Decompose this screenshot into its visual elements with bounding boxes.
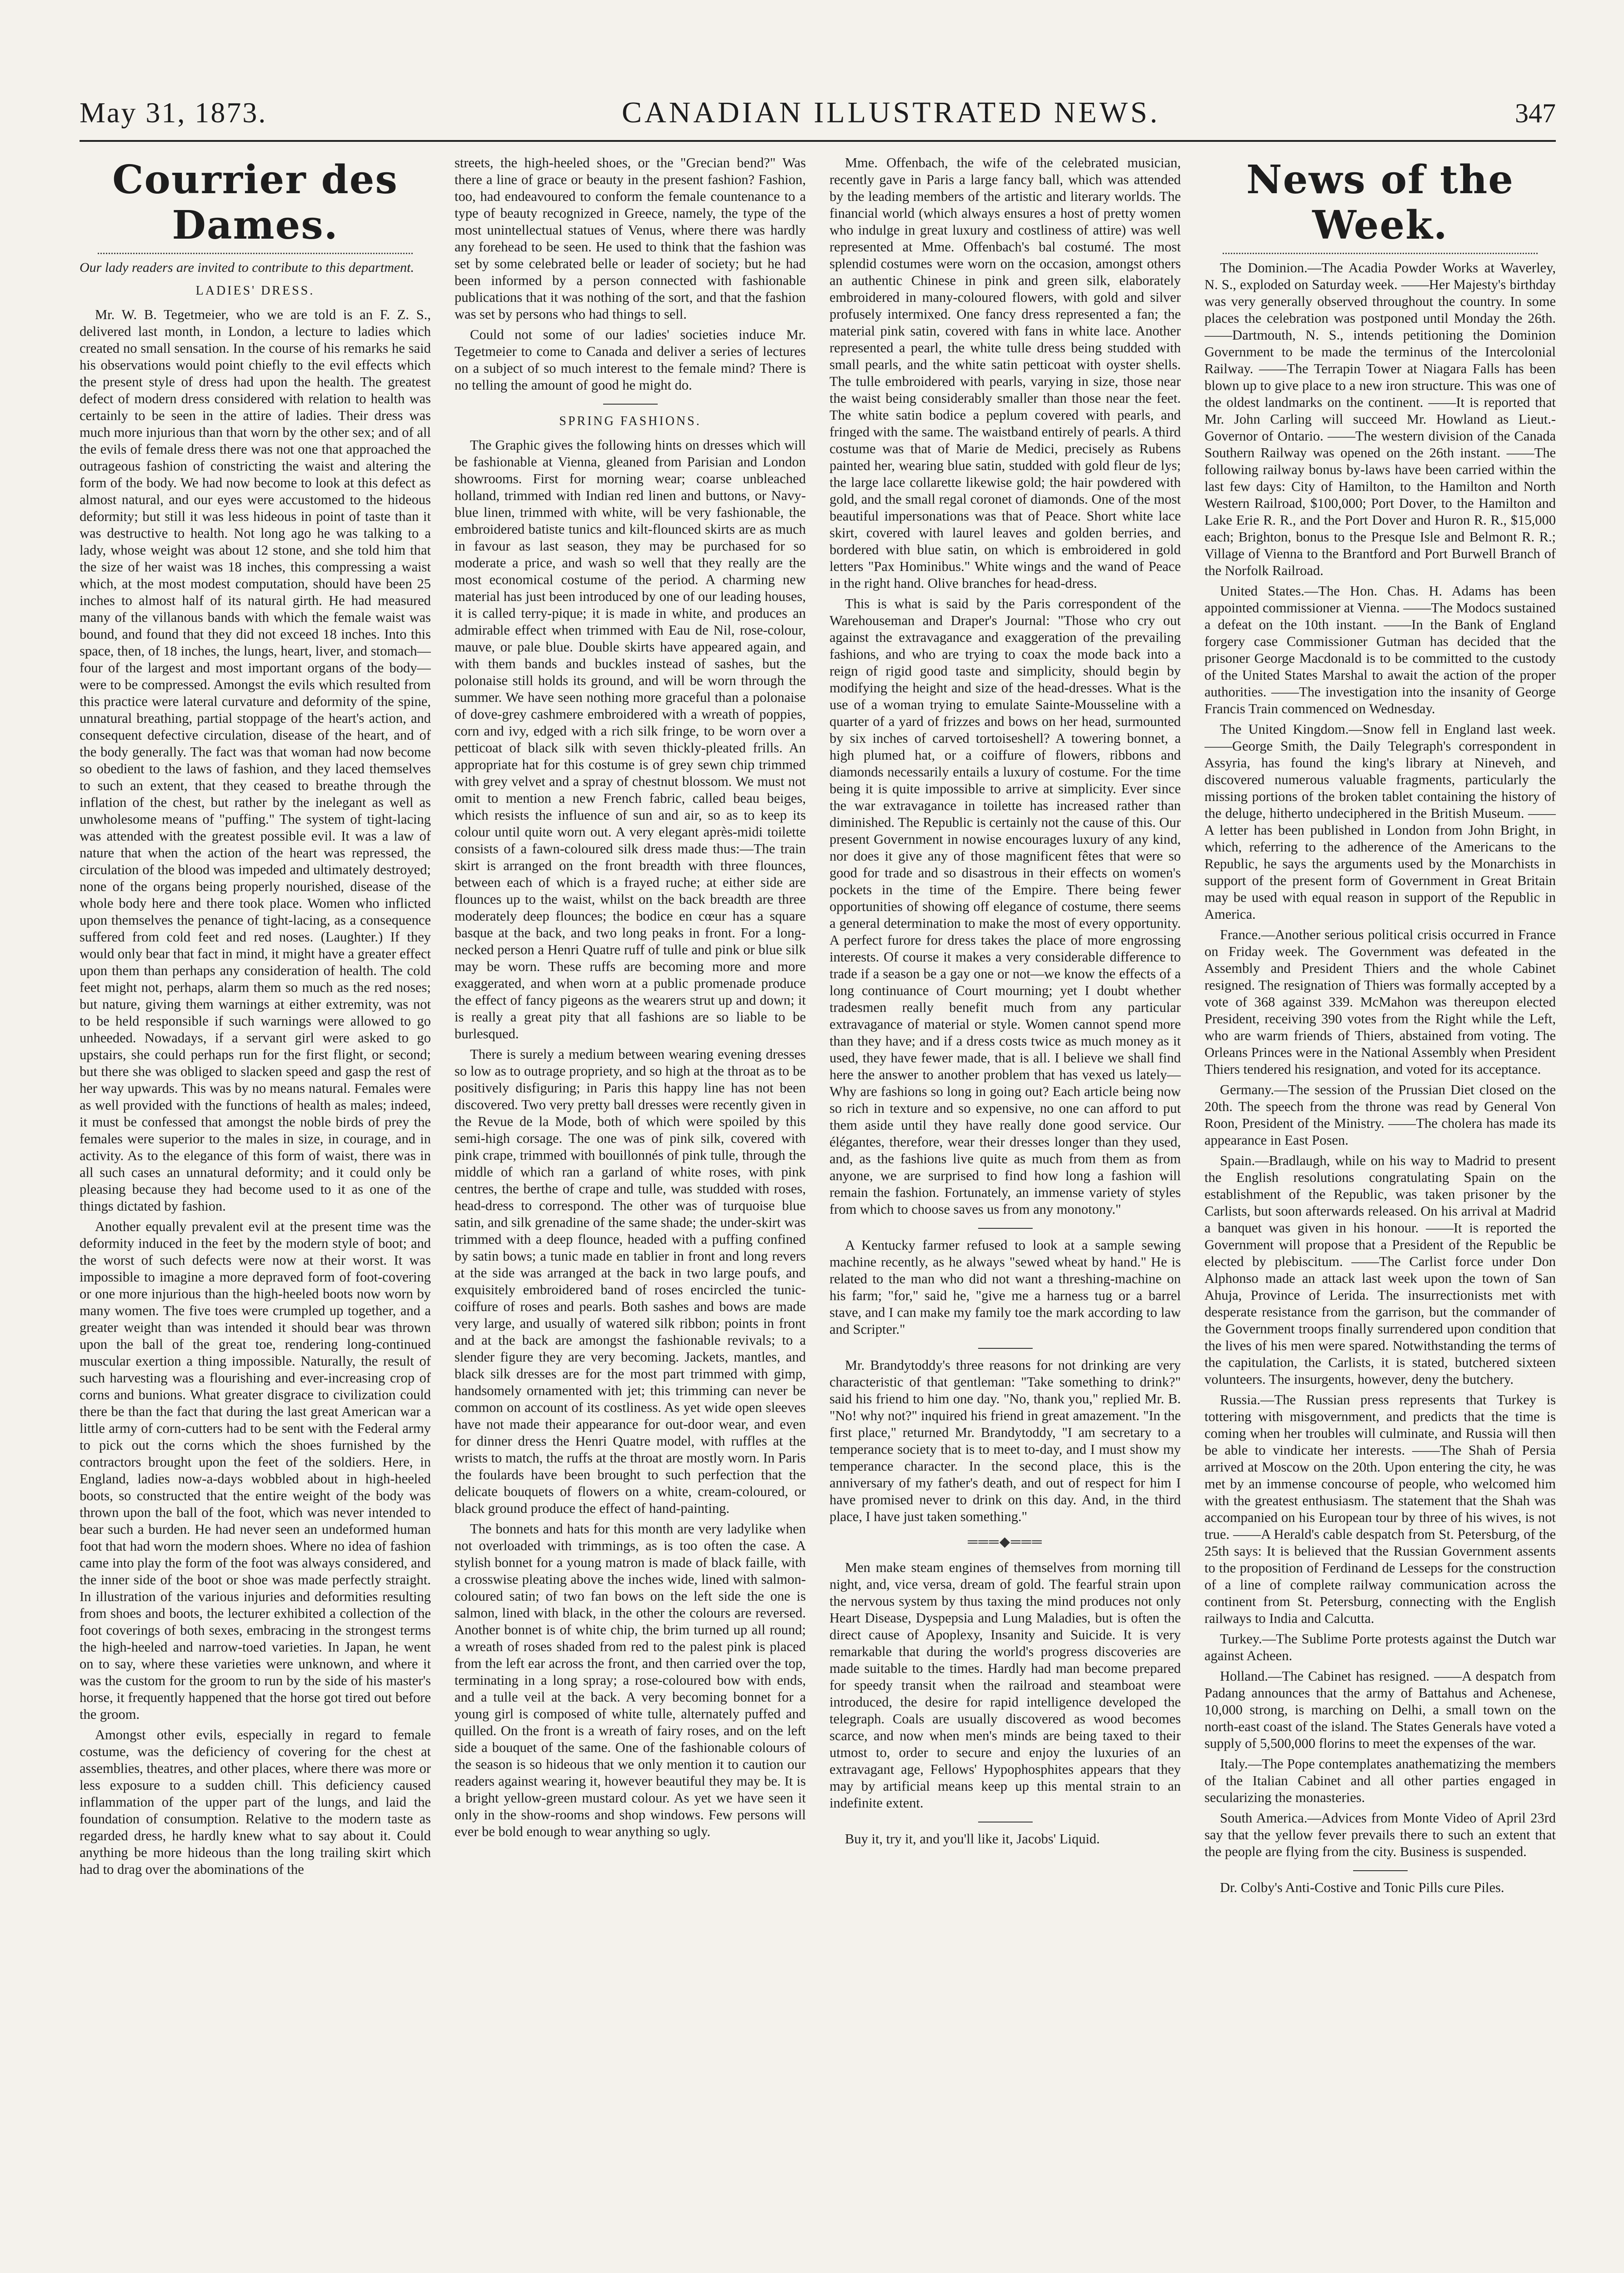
news-paragraph-united-states: United States.—The Hon. Chas. H. Adams has been appointed commissioner at Vienna. ——The Modocs sustained a defeat on the 10th instant. ——In the Bank of England forgery case Commissioner Gutman has decided that the prisoner George Macdonald is to be committed to the custody of the United States Marshal to await the action of the proper authorities. ——The investigation into the insanity of George Francis Train commenced on Wednesday.: [1204, 583, 1556, 716]
column-3: [829, 155, 1181, 2241]
running-head: [80, 95, 1556, 142]
section-divider: [978, 1348, 1033, 1349]
article-paragraph: There is surely a medium between wearing evening dresses so low as to outrage propriety, and so high at the throat as to be positively disfiguring; in Paris this happy line has not been discovered. Two very pretty ball dresses were recently given in the Revue de la Mode, both of which were spoiled by this semi-high corsage. The one was of pink silk, covered with pink crape, trimmed with bouillonnés of pink tulle, through the middle of which ran a garland of white roses, with pink centres, the berthe of crape and tulle, was studded with roses, head-dress to correspond. The other was of turquoise blue satin, and silk grenadine of the same shade; the under-skirt was trimmed with a deep flounce, headed with a puffing confined by satin bows; a tunic made en tablier in front and long revers at the side was arranged at the back in two large poufs, and exquisitely embroidered band of roses encircled the tunic-coiffure of roses and pearls. Both sashes and bows are made very large, and usually of watered silk ribbon; points in front and at the back are amongst the fashionable revivals; to a slender figure they are very becoming. Jackets, mantles, and black silk dresses are for the most part trimmed with gimp, handsomely ornamented with jet; this trimming can never be common on account of its costliness. As yet wide open sleeves have not made their appearance for out-door wear, and even for dinner dress the Henri Quatre model, with ruffles at the wrists to match, the ruffs at the throat are mostly worn. In Paris the foulards have been brought to such perfection that the delicate bouquets of flowers on a white, cream-coloured, or black ground produce the effect of hand-painting.: [455, 1046, 806, 1516]
news-paragraph-south-america: South America.—Advices from Monte Video of April 23rd say that the yellow fever prevails there to such an extent that the people are flying from the city. Business is suspended.: [1204, 1810, 1556, 1859]
news-paragraph-dominion: The Dominion.—The Acadia Powder Works at Waverley, N. S., exploded on Saturday week. ——Her Majesty's birthday was very generally observed throughout the country. In some places the celebration was postponed until Monday the 26th. ——Dartmouth, N. S., intends petitioning the Dominion Government to be made the terminus of the Intercolonial Railway. ——The Terrapin Tower at Niagara Falls has been blown up to give place to a new iron structure. This was one of the oldest landmarks on the continent. ——It is reported that Mr. John Carling will succeed Mr. Howland as Lieut.-Governor of Ontario. ——The western division of the Canada Southern Railway was opened on the 26th instant. ——The following railway bonus by-laws have been carried within the last few days: City of Hamilton, to the Hamilton and North Western Railroad, $100,000; Port Dover, to the Hamilton and Lake Erie R. R., and the Port Dover and Huron R. R., $15,000 each; Brighton, bonus to the Presque Isle and Belmont R. R.; Village of Vienna to the Brantford and Port Burwell Branch of the Norfolk Railroad.: [1204, 260, 1556, 578]
article-paragraph: This is what is said by the Paris correspondent of the Warehouseman and Draper's Journal: "Those who cry out against the extravagance and exaggeration of the prevailing fashions, and who are trying to coax the mode back into a reign of rigid good taste and simplicity, should begin by modifying the height and size of the head-dresses. What is the use of a woman trying to emulate Sainte-Mousseline with a quarter of a yard of frizzes and bows on her head, surmounted by six inches of carved tortoiseshell? A towering bonnet, a high plumed hat, or a coiffure of flowers, ribbons and diamonds necessarily entails a luxury of costume. For the time being it is quite impossible to arrive at simplicity. Ever since the war extravagance in toilette has increased rather than diminished. The Republic is certainly not the cause of this. Our present Government in nowise encourages luxury of any kind, nor does it give any of those magnificent fêtes that were so good for trade and so disastrous in their effects on women's pockets in the time of the Empire. There being fewer opportunities of showing off elegance of costume, there seems a general determination to make the most of every opportunity. A perfect furore for dress takes the place of more engrossing interests. Of course it makes a very considerable difference to trade if a season be a gay one or not—we know the effects of a long continuance of Court mourning; yet I doubt whether tradesmen really benefit much from any particular extravagance of material or style. Women cannot spend more than they have; and if a dress costs twice as much money as it used, they have fewer made, that is all. I believe we shall find here the answer to another problem that has vexed us lately—Why are fashions so long in going out? Each article being now so rich in texture and so expensive, no one can afford to put them aside until they have really done good service. Our élégantes, therefore, wear their dresses longer than they used, and, as the fashions live quite as much from them as from anyone, we are surprised to find how long a fashion will remain the fashion. Fortunately, an immense variety of styles from which to choose saves us from any monotony.": [829, 596, 1181, 1217]
issue-date: May 31, 1873.: [80, 96, 267, 129]
news-paragraph-spain: Spain.—Bradlaugh, while on his way to Madrid to present the English resolutions congratulating Spain on the establishment of the Republic, was taken prisoner by the Carlists, but soon afterwards released. On his arrival at Madrid a banquet was given in his honour. ——It is reported the Government will propose that a President of the Republic be elected by plebiscitum. ——The Carlist force under Don Alphonso made an attack last week upon the town of San Ahuja, Province of Lerida. The insurrectionists met with desperate resistance from the garrison, but the commander of the Government troops finally surrendered upon condition that the lives of his men were spared. Notwithstanding the terms of the capitulation, the Carlists, it is stated, butchered sixteen volunteers. The insurgents, however, deny the butchery.: [1204, 1153, 1556, 1387]
article-paragraph: Mme. Offenbach, the wife of the celebrated musician, recently gave in Paris a large fancy ball, which was attended by the leading members of the artistic and literary worlds. The financial world (which always ensures a host of pretty women who indulge in great luxury and costliness of attire) was well represented at Mme. Offenbach's bal costumé. The most splendid costumes were worn on the occasion, amongst others an authentic Chinese in pink and green silk, elaborately embroidered in many-coloured flowers, with gold and silver profusely intermixed. One fancy dress represented a fan; the material pink satin, covered with fans in white lace. Another represented a pearl, the white tulle dress being studded with small pearls, and the white satin petticoat with oyster shells. The tulle embroidered with pearls, varying in size, those near the waist being considerably smaller than those near the feet. The white satin bodice a peplum covered with pearls, and fringed with the same. The waistband entirely of pearls. A third costume was that of Marie de Medici, precisely as Rubens painted her, wearing blue satin, studded with gold fleur de lys; the large lace collarette likewise gold; the hair powdered with gold, and the small regal coronet of diamonds. One of the most beautiful impersonations was that of Peace. Short white lace skirt, covered with laurel leaves and golden berries, and bordered with blue satin, on which is embroidered in gold letters "Pax Hominibus." White wings and the wand of Peace in the right hand. Olive branches for head-dress.: [829, 155, 1181, 591]
dotted-rule: [1223, 253, 1538, 254]
subhead-spring-fashions: SPRING FASHIONS.: [559, 414, 701, 428]
columns: [80, 155, 1556, 2241]
article-paragraph: The bonnets and hats for this month are very ladylike when not overloaded with trimmings, as is too often the case. A stylish bonnet for a young matron is made of black faille, with a crosswise pleating above the inches wide, lined with salmon-coloured satin; of two fan bows on the left side the one is salmon, lined with black, in the other the colours are reversed. Another bonnet is of white chip, the brim turned up all round; a wreath of roses shaded from red to the palest pink is placed from the left ear across the front, and then carried over the top, terminating in a long spray; a rose-coloured bow with ends, and a tulle veil at the back. A very becoming bonnet for a young girl is composed of white tulle, alternately puffed and quilled. On the front is a wreath of fairy roses, and on the left side a bouquet of the same. One of the fashionable colours of the season is so hideous that we only mention it to caution our readers against wearing it, however beautiful they may be. It is a bright yellow-green mustard colour. As yet we have seen it only in the show-rooms and shop windows. Few persons will ever be bold enough to wear anything so ugly.: [455, 1521, 806, 1839]
subhead-ladies-dress: LADIES' DRESS.: [195, 284, 315, 298]
advertisement-line: Dr. Colby's Anti-Costive and Tonic Pills cure Piles.: [1220, 1880, 1504, 1895]
article-paragraph: A Kentucky farmer refused to look at a sample sewing machine recently, as he always "sewed wheat by hand." He is related to the man who did not want a threshing-machine on his farm; "for," said he, "give me a harness tug or a barrel stave, and I can make my family toe the mark according to law and Scripter.": [829, 1237, 1181, 1337]
section-title-courrier: Courrier des Dames.: [112, 157, 398, 248]
section-divider: [603, 404, 658, 405]
article-paragraph: The Graphic gives the following hints on dresses which will be fashionable at Vienna, gleaned from Parisian and London showrooms. First for morning wear; coarse unbleached holland, trimmed with Indian red linen and buttons, or Navy-blue linen, trimmed with white, will be very fashionable, the embroidered batiste tunics and kilt-flounced skirts are as much in favour as last season, they may be purchased for so moderate a price, and wash so well that they really are the most economical costume of the period. A charming new material has just been introduced by one of our leading houses, it is called terry-pique; it is made in white, and produces an admirable effect when trimmed with Eau de Nil, rose-colour, mauve, or pale blue. Double skirts have appeared again, and with them bands and buckles instead of sashes, but the polonaise still holds its ground, and will be worn through the summer. We have seen nothing more graceful than a polonaise of dove-grey cashmere embroidered with a wreath of poppies, corn and ivy, edged with a rich silk fringe, to be worn over a petticoat of black silk with seven thickly-pleated frills. An appropriate hat for this costume is of grey sewn chip trimmed with grey velvet and a spray of chestnut blossom. We must not omit to mention a new French fabric, called beau beiges, which resists the influence of sun and air, so as to keep its colour until quite worn out. A very elegant après-midi toilette consists of a fawn-coloured silk dress made thus:—The train skirt is arranged on the front breadth with three flounces, between each of which is a frayed ruche; at either side are flounces up to the waist, whilst on the back breadth are three moderately deep flounces; the bodice en cœur has a square basque at the back, and two long peaks in front. For a long-necked person a Henri Quatre ruff of tulle and pink or blue silk may be worn. These ruffs are becoming more and more exaggerated, and when worn at a public promenade produce the effect of fancy pigeons as the wearers strut up and down; it is really a great pity that all fashions are so liable to be burlesqued.: [455, 437, 806, 1041]
column-2: [455, 155, 806, 2241]
news-paragraph-italy: Italy.—The Pope contemplates anathematizing the members of the Italian Cabinet and all other parties engaged in secularizing the monasteries.: [1204, 1756, 1556, 1805]
article-paragraph: Men make steam engines of themselves from morning till night, and, vice versa, dream of gold. The fearful strain upon the nervous system by thus taxing the mind produces not only Heart Disease, Dyspepsia and Lung Maladies, but is often the direct cause of Apoplexy, Insanity and Suicide. It is very remarkable that during the world's progress discoveries are made suitable to the times. Hardly had man become prepared for speedy transit when the railroad and steamboat were introduced, the desire for rapid intelligence developed the telegraph. Coals are usually discovered as wood becomes scarce, and now when men's minds are being taxed to their utmost to, order to secure and enjoy the luxuries of an extravagant age, Fellows' Hypophosphites appears that they may by artificial means keep up this mental strain to an indefinite extent.: [829, 1560, 1181, 1811]
section-divider: [978, 1228, 1033, 1229]
dotted-rule: [98, 253, 413, 254]
article-paragraph: Could not some of our ladies' societies induce Mr. Tegetmeier to come to Canada and deliver a series of lectures on a subject of so much interest to the female mind? There is no telling the amount of good he might do.: [455, 327, 806, 393]
intro-note: Our lady readers are invited to contribute to this department.: [80, 260, 415, 275]
section-title-news: News of the Week.: [1246, 157, 1514, 248]
news-paragraph-russia: Russia.—The Russian press represents that Turkey is tottering with misgovernment, and predicts that the time is coming when her troubles will culminate, and Russia will then be able to vindicate her interests. ——The Shah of Persia arrived at Moscow on the 20th. Upon entering the city, he was met by an immense concourse of people, who welcomed him with the greatest enthusiasm. The statement that the Shah was accompanied on his European tour by three of his wives, is not true. ——A Herald's cable despatch from St. Petersburg, of the 25th says: It is believed that the Russian Government assents to the proposition of Ferdinand de Lesseps for the construction of a line of complete railway communication across the continent from St. Petersburg, connecting with the English railways to India and Calcutta.: [1204, 1392, 1556, 1626]
ornamental-divider: ═══◆═══: [968, 1534, 1043, 1549]
news-paragraph-united-kingdom: The United Kingdom.—Snow fell in England last week. ——George Smith, the Daily Telegraph's correspondent in Assyria, has found the king's library at Nineveh, and discovered numerous valuable fragments, particularly the missing portions of the broken tablet containing the history of the deluge, hitherto undeciphered in the British Museum. ——A letter has been published in London from John Bright, in which, referring to the adherence of the Americans to the Republic, he says the arguments used by the Monarchists in support of the present form of Government in Great Britain may be used with equal reason in support of the Republic in America.: [1204, 721, 1556, 922]
article-paragraph: Mr. Brandytoddy's three reasons for not drinking are very characteristic of that gentleman: "Take something to drink?" said his friend to him one day. "No, thank you," replied Mr. B. "No! why not?" inquired his friend in great amazement. "In the first place," returned Mr. Brandytoddy, "I am secretary to a temperance society that is to meet to-day, and I must show my temperance character. In the second place, this is the anniversary of my father's death, and out of respect for him I have promised never to drink on this day. And, in the third place, I have just taken something.": [829, 1357, 1181, 1524]
article-paragraph: Amongst other evils, especially in regard to female costume, was the deficiency of covering for the chest at assemblies, theatres, and other places, where there was more or less exposure to a sudden chill. This deficiency caused inflammation of the upper part of the lungs, and laid the foundation of consumption. Relative to the modern taste as regarded dress, he hardly knew what to say about it. Could anything be more hideous than the long trailing skirt which had to drag over the abominations of the: [80, 1727, 431, 1877]
article-paragraph: Another equally prevalent evil at the present time was the deformity induced in the feet by the modern style of boot; and the worst of such defects were now at their worst. It was impossible to imagine a more depraved form of foot-covering or one more injurious than the high-heeled boots now worn by many women. The five toes were crumpled up together, and a greater weight than was intended it should bear was thrown upon the ball of the great toe, rendering long-continued muscular exertion a thing impossible. Naturally, the result of such harvesting was a flourishing and ever-increasing crop of corns and bunions. What greater disgrace to civilization could there be than the fact that during the last great American war a little army of corn-cutters had to be sent with the Federal army to pick out the corns which the shoes furnished by the contractors brought upon the feet of the soldiers. Here, in England, ladies now-a-days wobbled about in high-heeled boots, so constructed that the entire weight of the body was thrown upon the ball of the foot, which was never intended to bear such a burden. He had never seen an undeformed human foot that had worn the modern shoes. Where no idea of fashion came into play the form of the foot was always considered, and the inner side of the boot or shoe was made perfectly straight. In illustration of the various injuries and deformities resulting from shoes and boots, the lecturer exhibited a collection of the foot coverings of both sexes, embracing in the strongest terms the high-heeled and narrow-toed varieties. In Japan, he went on to say, where these varieties were unknown, and where it was the custom for the groom to run by the side of his master's horse, it frequently happened that the horse got tired out before the groom.: [80, 1219, 431, 1722]
news-paragraph-turkey: Turkey.—The Sublime Porte protests against the Dutch war against Acheen.: [1204, 1631, 1556, 1663]
news-paragraph-germany: Germany.—The session of the Prussian Diet closed on the 20th. The speech from the throne was read by General Von Roon, President of the Ministry. ——The cholera has made its appearance in East Posen.: [1204, 1082, 1556, 1148]
news-paragraph-holland: Holland.—The Cabinet has resigned. ——A despatch from Padang announces that the army of Battahus and Achenese, 10,000 strong, is marching on Delhi, a small town on the north-east coast of the island. The States Generals have voted a supply of 5,500,000 florins to meet the expenses of the war.: [1204, 1668, 1556, 1751]
article-paragraph: Buy it, try it, and you'll like it, Jacobs' Liquid.: [845, 1831, 1100, 1847]
news-paragraph-france: France.—Another serious political crisis occurred in France on Friday week. The Government was defeated in the Assembly and President Thiers and the whole Cabinet resigned. The resignation of Thiers was formally accepted by a vote of 368 against 339. McMahon was thereupon elected President, receiving 390 votes from the Right while the Left, who are warm friends of Thiers, abstained from voting. The Orleans Princes were in the National Assembly when President Thiers tendered his resignation, and voted for its acceptance.: [1204, 927, 1556, 1077]
section-divider: [1353, 1870, 1408, 1871]
article-paragraph: streets, the high-heeled shoes, or the "Grecian bend?" Was there a line of grace or beauty in the present fashion? Fashion, too, had endeavoured to conform the female countenance to a type of beauty recognized in Greece, namely, the type of the most unintellectual statues of Venus, where there was hardly any forehead to be seen. He used to think that the fashion was set by some celebrated belle or leader of society; but he had been informed by a person connected with fashionable publications that it was nothing of the sort, and that the fashion was set by persons who had things to sell.: [455, 155, 806, 322]
page-number: 347: [1514, 98, 1556, 128]
masthead: CANADIAN ILLUSTRATED NEWS.: [621, 96, 1160, 129]
article-paragraph: Mr. W. B. Tegetmeier, who we are told is an F. Z. S., delivered last month, in London, a lecture to ladies which created no small sensation. In the course of his remarks he said his observations would point chiefly to the evil effects which the present style of dress had upon the health. The greatest defect of modern dress considered with relation to health was certainly to be seen in the attire of ladies. Their dress was much more injurious than that worn by the other sex; and of all the evils of female dress there was not one that approached the outrageous fashion of constricting the waist and altering the form of the body. We had now become to look at this defect as almost natural, and our eyes were accustomed to the hideous deformity; but still it was less hideous in point of taste than it was destructive to health. Not long ago he was talking to a lady, whose weight was about 12 stone, and she told him that the size of her waist was 18 inches, this compressing a waist which, at the most modest computation, should have been 25 inches to almost half of its natural girth. He had measured many of the villanous bands with which the female waist was bound, and found that they did not exceed 18 inches. Into this space, then, of 18 inches, the lungs, heart, liver, and stomach—four of the largest and most important organs of the body—were to be compressed. Amongst the evils which resulted from this practice were lateral curvature and deformity of the spine, unnatural breathing, partial stoppage of the heart's action, and consequent defective circulation, disease of the heart, and of the body generally. The fact was that woman had now become so obedient to the laws of fashion, and they laced themselves to such an extent, that they ceased to breathe through the inflation of the chest, but rather by the inelegant as well as unwholesome means of "puffing." The system of tight-lacing was attended with the greatest possible evil. It was a law of nature that when the action of the heart was repressed, the circulation of the blood was impeded and ultimately destroyed; none of the organs being properly nourished, disease of the whole body here and there took place. Women who inflicted upon themselves the penance of tight-lacing, as a consequence suffered from cold feet and red noses. (Laughter.) If they would only bear that fact in mind, it might have a greater effect upon them than perhaps any consideration of health. The cold feet might not, perhaps, alarm them so much as the red noses; but nature, giving them warnings at either extremity, was not to be held responsible if such warnings were allowed to go unheeded. Nowadays, if a servant girl were asked to go upstairs, she could perhaps run for the first flight, or second; but there she was obliged to slacken speed and gasp the rest of her way upwards. This was by no means natural. Females were as well provided with the functions of health as males; indeed, it must be confessed that amongst the noble birds of prey the females were superior to the males in size, in courage, and in activity. As to the elegance of this form of waist, there was in all such cases an unnatural deformity; and it could only be pleasing because they had become used to it as one of the things dictated by fashion.: [80, 307, 431, 1214]
column-1: [80, 155, 431, 2241]
column-4: [1204, 155, 1556, 2241]
